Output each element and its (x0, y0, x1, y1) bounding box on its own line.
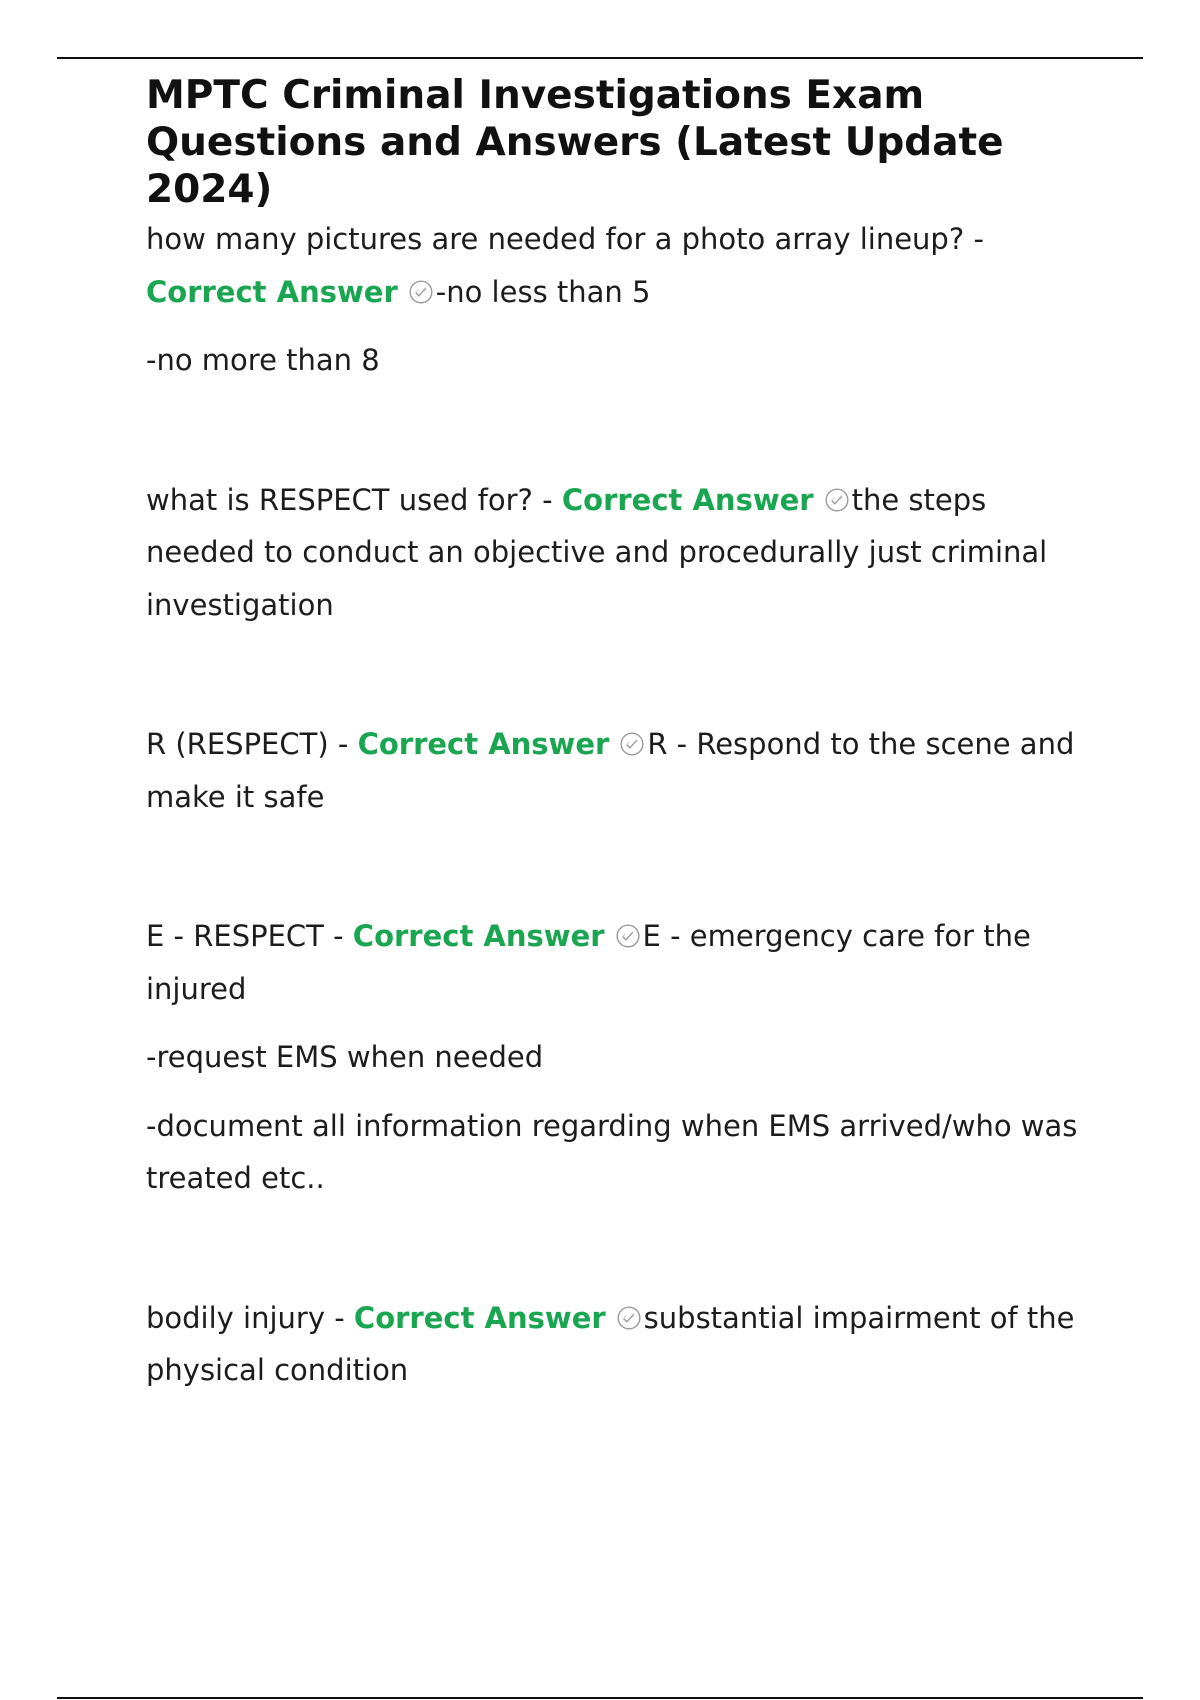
document-body (146, 72, 1096, 1397)
top-rule (57, 57, 1143, 59)
question-text: how many pictures are needed for a photo array lineup? (146, 222, 965, 256)
correct-answer-label: Correct Answer (561, 482, 814, 517)
document-title: MPTC Criminal Investigations Exam Questions and Answers (Latest Update 2024) (146, 73, 1004, 212)
question-text: E - RESPECT (146, 919, 324, 953)
qa-item (146, 910, 1096, 1015)
question-text: what is RESPECT used for? (146, 482, 533, 517)
correct-answer-label: Correct Answer (353, 1300, 606, 1335)
answer-text: the steps needed to conduct an objective and procedurally just criminal investigation (146, 482, 1048, 622)
separator: - (325, 1300, 354, 1335)
answer-text: substantial impairment of the physical condition (146, 1300, 1075, 1387)
qa-item (146, 718, 1096, 823)
qa-list (146, 213, 1096, 1397)
correct-answer-label: Correct Answer (146, 274, 398, 309)
check-circle-icon (408, 279, 434, 305)
answer-extra-line: -no more than 8 (146, 343, 380, 377)
question-text: R (RESPECT) (146, 727, 329, 761)
correct-answer-label: Correct Answer (357, 727, 610, 761)
answer-text: E - emergency care for the injured (146, 919, 1031, 1006)
answer-extra-line: -document all information regarding when EMS arrived/who was treated etc.. (146, 1108, 1078, 1195)
correct-answer-label: Correct Answer (352, 919, 605, 953)
qa-item (146, 474, 1096, 632)
question-text: bodily injury (146, 1300, 326, 1335)
qa-item (146, 1292, 1096, 1397)
separator: - (964, 222, 984, 256)
check-circle-icon (824, 487, 850, 513)
qa-item (146, 213, 1096, 318)
answer-text: R - Respond to the scene and make it safe (146, 727, 1075, 814)
bottom-rule (57, 1697, 1143, 1699)
separator: - (328, 727, 358, 761)
separator: - (323, 919, 353, 953)
check-circle-icon (616, 1305, 642, 1331)
answer-extra-line: -request EMS when needed (146, 1040, 544, 1074)
separator: - (532, 482, 562, 517)
check-circle-icon (619, 731, 645, 757)
answer-text: -no less than 5 (435, 274, 651, 309)
check-circle-icon (615, 923, 641, 949)
